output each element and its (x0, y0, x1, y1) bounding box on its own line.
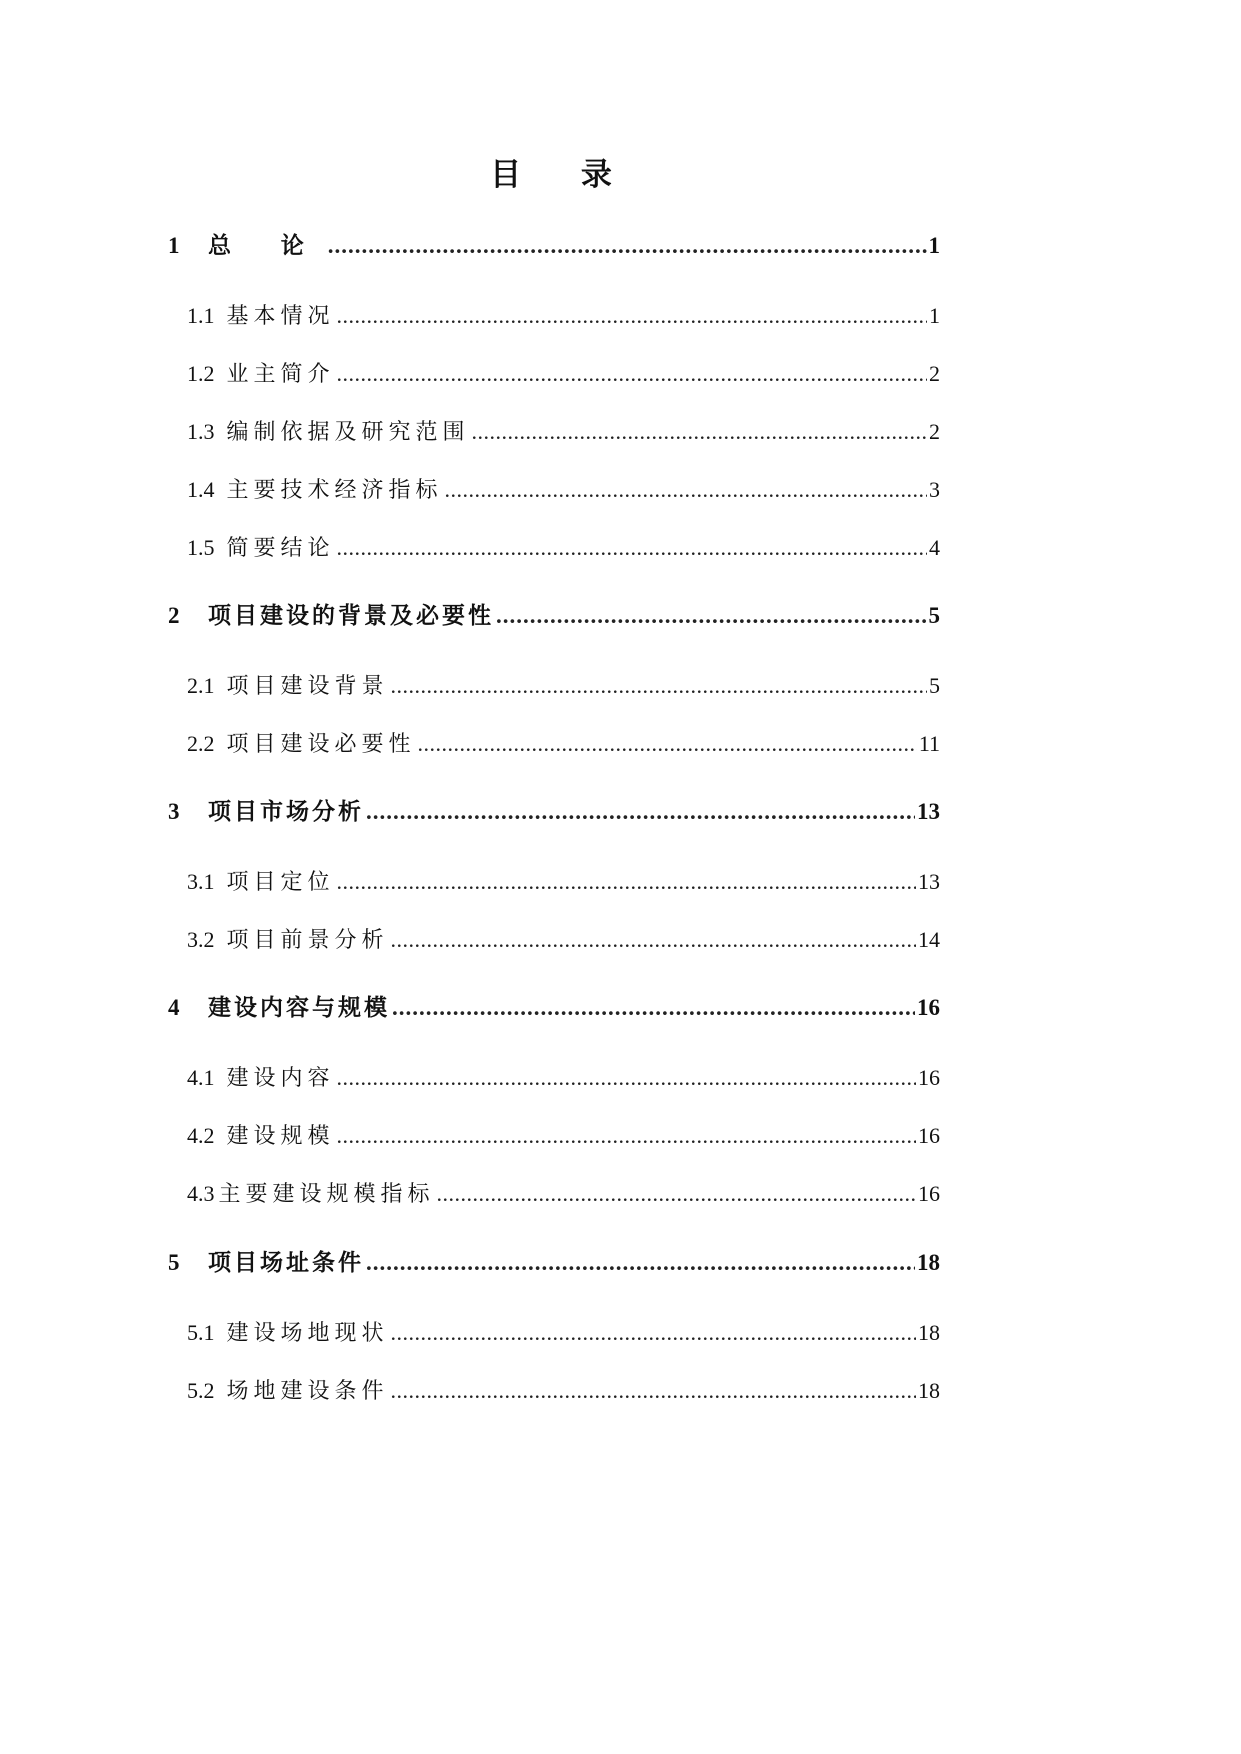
toc-number: 1.4 (187, 477, 215, 502)
toc-title: 主要建设规模指标 (218, 1181, 435, 1206)
toc-title: 业主简介 (226, 361, 335, 386)
toc-page-number: 3 (929, 477, 940, 502)
toc-title: 建设规模 (226, 1123, 335, 1148)
toc-page-number: 5 (928, 603, 940, 628)
toc-chapter-1[interactable] (168, 226, 940, 266)
toc-title: 场地建设条件 (226, 1378, 389, 1403)
toc-page-number: 14 (918, 927, 940, 952)
toc-number: 4.3 (187, 1181, 215, 1206)
toc-page-number: 16 (918, 1065, 940, 1090)
toc-leader-dots (496, 596, 927, 636)
toc-section-2-1[interactable] (187, 666, 940, 706)
toc-title: 简要结论 (226, 535, 335, 560)
toc-number: 3.1 (187, 869, 215, 894)
toc-leader-dots (337, 862, 916, 902)
toc-chapter-3[interactable] (168, 792, 940, 832)
toc-section-1-5[interactable] (187, 528, 940, 568)
toc-page-number: 13 (917, 799, 940, 824)
page-title: 目 录 (490, 157, 638, 192)
toc-title: 项目建设的背景及必要性 (208, 603, 494, 628)
toc-leader-dots (391, 1371, 916, 1411)
toc-number: 2.2 (187, 731, 215, 756)
toc-title: 项目市场分析 (208, 799, 364, 824)
toc-section-2-2[interactable] (187, 724, 940, 764)
toc-leader-dots (337, 1058, 916, 1098)
toc-title: 项目场址条件 (208, 1250, 364, 1275)
toc-leader-dots (366, 792, 915, 832)
toc-section-5-2[interactable] (187, 1371, 940, 1411)
toc-page-number: 16 (918, 1123, 940, 1148)
toc-number: 4.2 (187, 1123, 215, 1148)
toc-number: 4.1 (187, 1065, 215, 1090)
toc-number: 1.3 (187, 419, 215, 444)
toc-number: 1 (168, 233, 180, 258)
toc-page-number: 18 (917, 1250, 940, 1275)
toc-leader-dots (337, 354, 927, 394)
toc-leader-dots (391, 920, 916, 960)
toc-section-4-2[interactable] (187, 1116, 940, 1156)
toc-leader-dots (391, 666, 927, 706)
toc-page-number: 16 (917, 995, 940, 1020)
toc-title: 建设场地现状 (226, 1320, 389, 1345)
toc-section-1-4[interactable] (187, 470, 940, 510)
toc-title: 项目前景分析 (226, 927, 389, 952)
toc-number: 3.2 (187, 927, 215, 952)
toc-number: 5 (168, 1250, 180, 1275)
toc-page-number: 11 (918, 731, 940, 756)
toc-leader-dots (337, 296, 927, 336)
toc-page-number: 1 (929, 303, 940, 328)
toc-page-number: 4 (929, 535, 940, 560)
toc-title: 项目建设背景 (226, 673, 389, 698)
toc-number: 1.1 (187, 303, 215, 328)
toc-chapter-4[interactable] (168, 988, 940, 1028)
toc-title: 主要技术经济指标 (226, 477, 443, 502)
toc-title: 总 论 (208, 233, 326, 258)
toc-number: 5.2 (187, 1378, 215, 1403)
toc-page-number: 16 (918, 1181, 940, 1206)
toc-leader-dots (418, 724, 917, 764)
toc-leader-dots (337, 1116, 916, 1156)
toc-section-1-1[interactable] (187, 296, 940, 336)
toc-title: 项目建设必要性 (226, 731, 416, 756)
toc-page-number: 18 (918, 1378, 940, 1403)
toc-page-number: 5 (929, 673, 940, 698)
toc-section-4-3[interactable] (187, 1174, 940, 1214)
toc-section-1-2[interactable] (187, 354, 940, 394)
toc-number: 1.5 (187, 535, 215, 560)
toc-title: 建设内容 (226, 1065, 335, 1090)
toc-page-number: 2 (929, 419, 940, 444)
toc-section-5-1[interactable] (187, 1313, 940, 1353)
toc-title: 基本情况 (226, 303, 335, 328)
toc-number: 4 (168, 995, 180, 1020)
toc-chapter-2[interactable] (168, 596, 940, 636)
toc-number: 1.2 (187, 361, 215, 386)
toc-page-number: 13 (918, 869, 940, 894)
toc-chapter-5[interactable] (168, 1243, 940, 1283)
toc-leader-dots (472, 412, 927, 452)
toc-section-3-1[interactable] (187, 862, 940, 902)
toc-leader-dots (328, 226, 927, 266)
toc-leader-dots (437, 1174, 916, 1214)
toc-leader-dots (366, 1243, 915, 1283)
toc-page-number: 18 (918, 1320, 940, 1345)
toc-section-1-3[interactable] (187, 412, 940, 452)
toc-section-3-2[interactable] (187, 920, 940, 960)
toc-number: 3 (168, 799, 180, 824)
toc-section-4-1[interactable] (187, 1058, 940, 1098)
toc-title: 编制依据及研究范围 (226, 419, 470, 444)
toc-leader-dots (392, 988, 915, 1028)
toc-leader-dots (337, 528, 927, 568)
toc-leader-dots (445, 470, 927, 510)
toc-leader-dots (391, 1313, 916, 1353)
toc-number: 5.1 (187, 1320, 215, 1345)
toc-number: 2.1 (187, 673, 215, 698)
toc-page-number: 1 (928, 233, 940, 258)
toc-title: 建设内容与规模 (208, 995, 390, 1020)
toc-page-number: 2 (929, 361, 940, 386)
toc-number: 2 (168, 603, 180, 628)
toc-title: 项目定位 (226, 869, 335, 894)
